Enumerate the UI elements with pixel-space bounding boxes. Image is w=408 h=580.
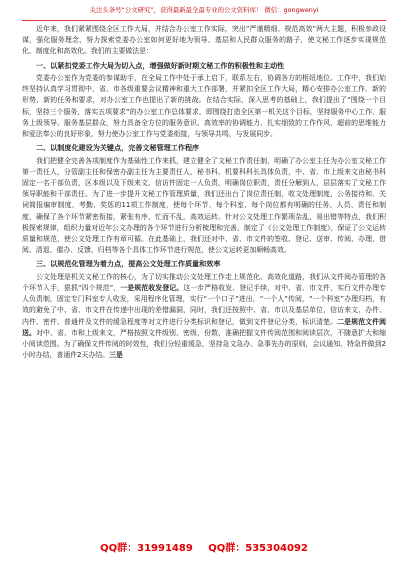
- section-3-text-e: 对中、省、市和上级来文，严格按照文件级别、密级、份数，准确把握文件传阅范围和阅读层次，不随意扩大和缩小阅读范围。为了确保文件传阅的时效性，我们分轻重缓急，坚持急文急办、急事先办的原则，会议通知、特急件做到2小时办结，普通件2天办结。: [22, 328, 386, 360]
- footer-qq-group-1: QQ群：31991489: [100, 543, 193, 554]
- footer-qq-group-2: QQ群：535304092: [208, 543, 308, 554]
- point-2-label: 二是规范文件阅送。: [22, 317, 386, 337]
- section-heading-1: 一、以紧扣党委工作大局为切入点，增强做好新时期文秘工作的积极性和主动性: [36, 60, 285, 70]
- intro-paragraph: 近年来，我们紧紧围绕全区工作大局，并结合办公室工作实际，突出“严谨精细、规范高效”两大主题，积极参政设谋，强化服务理念，努力探索党委办公室如何更好地为领导、基层和人民群众服务的路子，使文秘工作逐步实现规范化、制度化和高效化。我们的主要做法是：: [22, 25, 386, 56]
- section-3-text-c: 这一步严格收发、登记手续，对中、省、市文件，实行文件办理专人负责制，固定专门科室专人收发，采用程序化管理，实行“一个口子”进出，“一个人”传阅，“一个科室”办理归档，有效的避免了中、省、市文件在传递中出现的差错漏洞，同时，我们还按照中、省、市以及基层单位，信访来文、办件、内件、密件、普通件及文件的缓急程度等对文件进行分类标识和登记，做到文件登记分类，标识清楚。: [22, 284, 386, 326]
- point-1-label: 一是规范收发登记。: [120, 284, 184, 293]
- point-3-label: 三是: [109, 351, 123, 360]
- section-heading-3: 三、以规范化管理为着力点，提高公文处理工作质量和效率: [36, 259, 221, 269]
- section-3-text-a: 公文处理是机关文秘工作的核心，为了切实推动公文处理工作走上规范化、高效化道路，我们从文件阅办管理的各个环节入手，狠抓“四个规范”，: [22, 272, 386, 293]
- page-footer: [0, 541, 408, 557]
- page-header: [22, 0, 386, 21]
- section-heading-2: 二、以制度化建设为关键点，完善文秘管理工作程序: [36, 143, 200, 153]
- header-text: 关注头条号“公文研究”，获得最新最全最专业的公文资料库！ 微信：gongwenyi: [89, 6, 319, 14]
- section-2-paragraph: 我们把健全完善各项制度作为基础性工作来抓，建立健全了文秘工作责任制，明确了办公室主任为办公室文秘工作第一责任人，分管副主任和保密办副主任为主要责任人，秘书科、机要科科长具体负责，中、省、市上级来文由秘书科固定一名干部负责，区本级以及下级来文、信访件固定一人负责，明确岗位职责，责任分解到人，层层落实了文秘工作领导职能和干部责任。为了进一步提升文秘工作管理质量，我们还出台了岗位责任制，收文处理制度，公务接待和、关词简报编审制度、考勤、奖惩的11项工作制度，使每个环节、每个科室、每个岗位都有明确的任务、人员、责任和制度，确保了各个环节紧密衔接，紧张有序，忙而不乱，高效运转。针对公文处理工作繁琐杂乱，易出错等特点，我们积极探索规律，组织力量对近年公文办理的各个环节进行分析梳理和完善，制定了《公文处理工作制度》，保证了公文运转质量和规范，使公文处理工作有章可循。在此基础上，我们还对中、省、市文件的签收、登记、送审、传阅、办理、借阅、清退、催办、反馈、归档等各个具体工作环节进行规范，使公文运转更加顺畅高效。: [22, 156, 386, 255]
- section-3-paragraph: [22, 272, 386, 362]
- document-body: [22, 24, 386, 542]
- section-1-paragraph: 党委办公室作为党委的参谋助手，在全局工作中处于承上启下，联系左右，协调各方的枢纽地位。工作中，我们始终坚持认真学习贯彻中，省、市各级重要会议精神和重大工作部署，并紧扣全区工作大局，精心安排办公室工作、新的形势、新的任务和要求，对办公室工作也提出了新的挑战。在结合实际，深入思考的基础上，我们提出了“围绕一个目标，坚持三个服务，落实五项要求”的办公室工作总体要求，即围绕打造全区第一机关这个目标，坚持服务中心工作、服务上级领导、服务基层群众，努力具备全方位的服务意识、高效率的协调能力、扎实细致的工作作风、超前的思维能力和爱法奉公的良好形象，努力使办公室工作与党委衔接，与领导共鸣，与发展同步。: [22, 74, 386, 139]
